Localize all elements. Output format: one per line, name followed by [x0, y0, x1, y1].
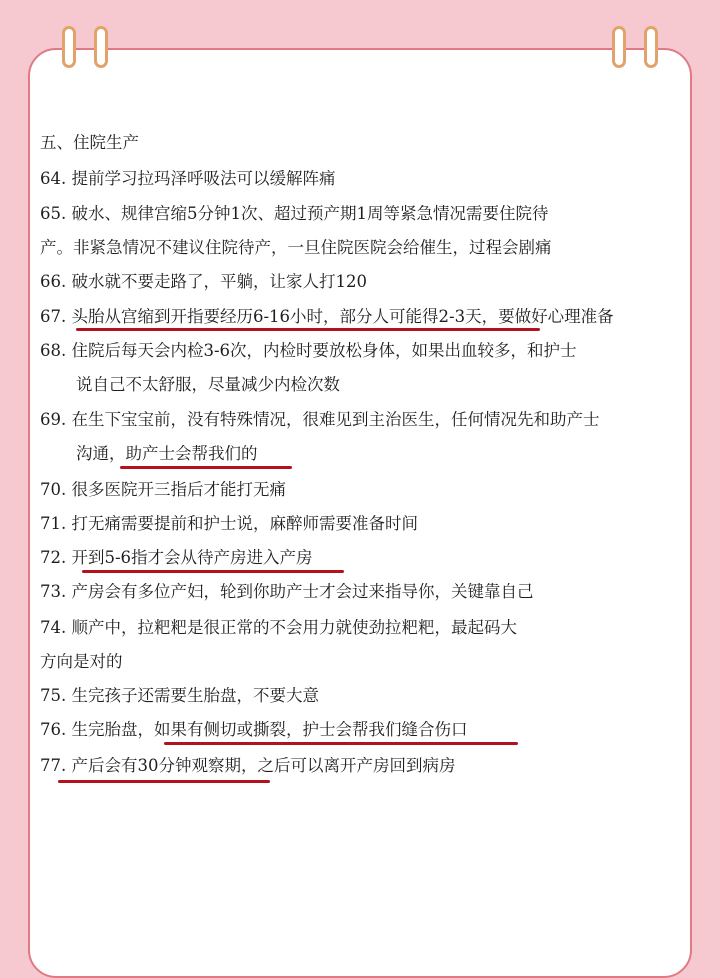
- note-item-65-cont: 产。非紧急情况不建议住院待产，一旦住院医院会给催生，过程会剧痛: [40, 238, 552, 257]
- highlight-underline: [76, 328, 540, 331]
- note-item-77: 77. 产后会有30分钟观察期，之后可以离开产房回到病房: [40, 756, 456, 775]
- binder-ring-icon: [62, 26, 76, 68]
- highlight-underline: [120, 466, 292, 469]
- binder-ring-icon: [644, 26, 658, 68]
- note-item-73: 73. 产房会有多位产妇，轮到你助产士才会过来指导你，关键靠自己: [40, 582, 534, 601]
- note-item-67: 67. 头胎从宫缩到开指要经历6-16小时，部分人可能得2-3天，要做好心理准备: [40, 307, 614, 326]
- note-item-74: 74. 顺产中，拉粑粑是很正常的不会用力就使劲拉粑粑，最起码大: [40, 618, 517, 637]
- section-heading: 五、住院生产: [40, 133, 139, 152]
- binder-ring-icon: [94, 26, 108, 68]
- highlight-underline: [82, 570, 344, 573]
- note-item-69-cont: 沟通，助产士会帮我们的: [76, 444, 258, 463]
- note-item-68: 68. 住院后每天会内检3-6次，内检时要放松身体，如果出血较多，和护士: [40, 341, 577, 360]
- note-item-75: 75. 生完孩子还需要生胎盘，不要大意: [40, 686, 319, 705]
- note-item-69: 69. 在生下宝宝前，没有特殊情况，很难见到主治医生，任何情况先和助产士: [40, 410, 600, 429]
- note-item-71: 71. 打无痛需要提前和护士说，麻醉师需要准备时间: [40, 514, 418, 533]
- highlight-underline: [58, 780, 270, 783]
- note-item-72: 72. 开到5-6指才会从待产房进入产房: [40, 548, 313, 567]
- note-item-65: 65. 破水、规律宫缩5分钟1次、超过预产期1周等紧急情况需要住院待: [40, 204, 549, 223]
- note-item-64: 64. 提前学习拉玛泽呼吸法可以缓解阵痛: [40, 169, 336, 188]
- note-item-68-cont: 说自己不太舒服，尽量减少内检次数: [76, 375, 340, 394]
- note-item-66: 66. 破水就不要走路了，平躺，让家人打120: [40, 272, 367, 291]
- note-item-74-cont: 方向是对的: [40, 652, 123, 671]
- note-item-70: 70. 很多医院开三指后才能打无痛: [40, 480, 286, 499]
- highlight-underline: [164, 742, 518, 745]
- binder-ring-icon: [612, 26, 626, 68]
- note-item-76: 76. 生完胎盘，如果有侧切或撕裂，护士会帮我们缝合伤口: [40, 720, 468, 739]
